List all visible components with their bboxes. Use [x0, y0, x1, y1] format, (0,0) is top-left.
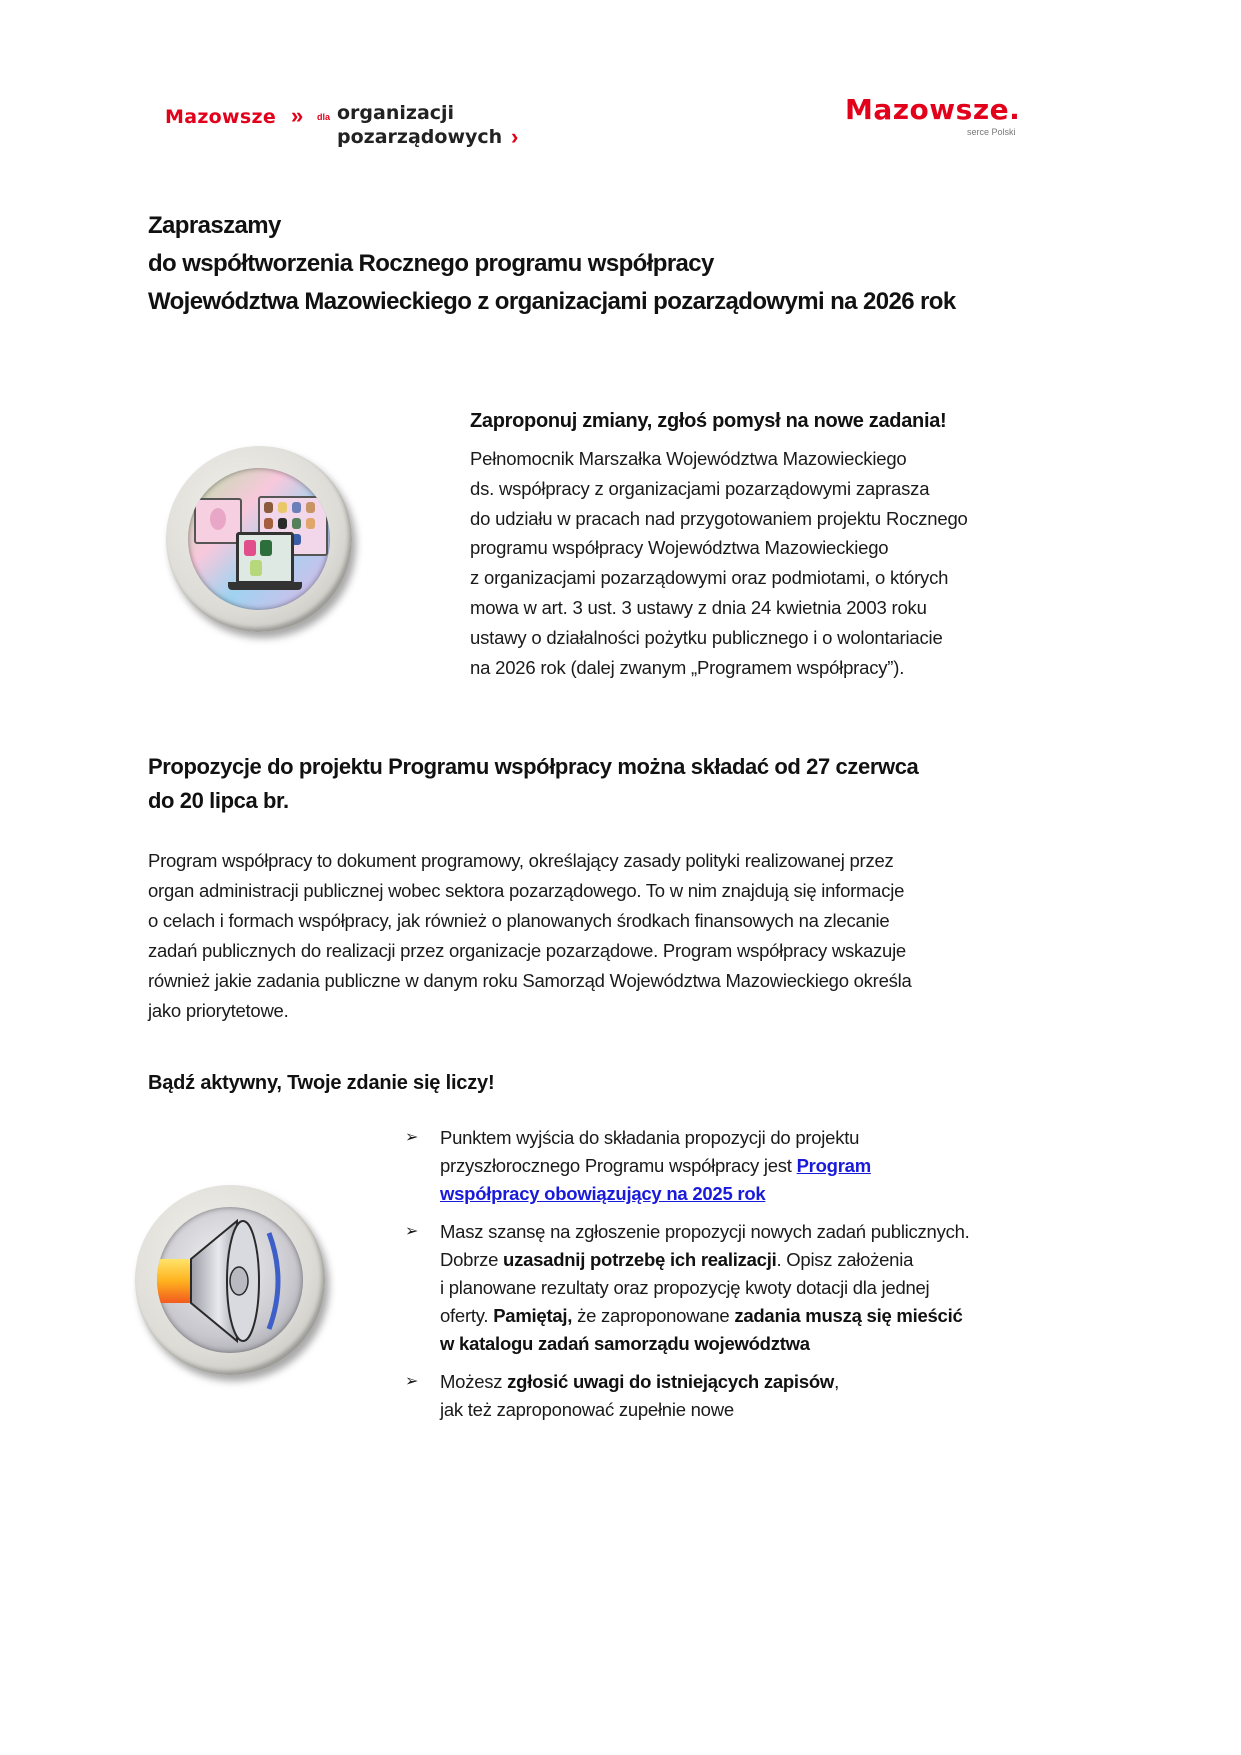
intro-line: ds. współpracy z organizacjami pozarządowymi zaprasza: [470, 477, 930, 499]
description-line: jako priorytetowe.: [148, 1000, 289, 1021]
mazowsze-logo: [845, 93, 1045, 143]
intro-section: [470, 406, 1080, 682]
bullet-text: Możesz: [440, 1371, 508, 1392]
intro-line: ustawy o działalności pożytku publicznego i o wolontariacie: [470, 626, 943, 648]
program-2025-link[interactable]: współpracy obowiązujący na 2025 rok: [440, 1183, 766, 1204]
logo-small-text: dla: [317, 112, 331, 122]
video-conference-icon: [166, 446, 352, 632]
bullet-emphasis: zadania muszą się mieścić: [734, 1305, 963, 1326]
speaker-icon: [135, 1185, 325, 1375]
description-line: organ administracji publicznej wobec sektora pozarządowego. To w nim znajdują się informacje: [148, 880, 905, 901]
arrow-bullet-icon: ➢: [405, 1129, 419, 1146]
title-line: Zapraszamy: [148, 212, 281, 239]
deadline-line: Propozycje do projektu Programu współpracy można składać od 27 czerwca: [148, 754, 919, 779]
bullet-text: i planowane rezultaty oraz propozycję kwoty dotacji dla jednej: [440, 1277, 930, 1298]
bullet-emphasis: zgłosić uwagi do istniejących zapisów: [507, 1371, 835, 1392]
list-item: [405, 1124, 1105, 1208]
logo-line-2: pozarządowych: [337, 126, 503, 148]
title-line: do współtworzenia Rocznego programu współpracy: [148, 250, 714, 277]
bullet-text: że zaproponowane: [572, 1305, 735, 1326]
arrow-bullet-icon: ➢: [405, 1373, 419, 1390]
description-line: Program współpracy to dokument programowy, określający zasady polityki realizowanej przez: [148, 850, 894, 871]
bullet-text: Masz szansę na zgłoszenie propozycji nowych zadań publicznych.: [440, 1221, 970, 1242]
logo-brand-text: Mazowsze: [165, 106, 277, 128]
loudspeaker-icon: [157, 1207, 303, 1353]
bullet-text: Punktem wyjścia do składania propozycji do projektu: [440, 1127, 860, 1148]
chevron-right-icon: ›: [511, 124, 519, 149]
intro-line: mowa w art. 3 ust. 3 ustawy z dnia 24 kwietnia 2003 roku: [470, 596, 927, 618]
intro-line: Pełnomocnik Marszałka Województwa Mazowieckiego: [470, 448, 907, 469]
program-2025-link[interactable]: Program: [796, 1155, 871, 1176]
logo-brand-text: Mazowsze.: [845, 93, 1021, 126]
bullet-text: przyszłorocznego Programu współpracy jest: [440, 1155, 797, 1176]
page-title: [148, 207, 956, 321]
list-item: [405, 1218, 1105, 1358]
deadline-line: do 20 lipca br.: [148, 788, 289, 813]
title-line: Województwa Mazowieckiego z organizacjami pozarządowymi na 2026 rok: [148, 288, 956, 315]
description-line: zadań publicznych do realizacji przez organizacje pozarządowe. Program współpracy wskazuje: [148, 940, 906, 961]
intro-line: z organizacjami pozarządowymi oraz podmiotami, o których: [470, 567, 949, 589]
bullet-text: oferty.: [440, 1305, 494, 1326]
logo-line-1: organizacji: [337, 102, 455, 124]
description-line: również jakie zadania publiczne w danym roku Samorząd Województwa Mazowieckiego określa: [148, 970, 912, 991]
double-chevron-icon: »: [291, 103, 299, 128]
deadline-heading: [148, 750, 1108, 818]
logo-tagline: serce Polski: [967, 127, 1016, 137]
list-item: [405, 1368, 1105, 1424]
intro-line: programu współpracy Województwa Mazowieckiego: [470, 537, 889, 559]
bullet-text: . Opisz założenia: [776, 1249, 914, 1270]
bullet-text: jak też zaproponować zupełnie nowe: [440, 1399, 734, 1420]
intro-line: na 2026 rok (dalej zwanym „Programem współpracy”).: [470, 656, 905, 678]
arrow-bullet-icon: ➢: [405, 1223, 419, 1240]
cta-bullet-list: [405, 1124, 1105, 1434]
intro-line: do udziału w pracach nad przygotowaniem projektu Rocznego: [470, 507, 968, 529]
bullet-emphasis: Pamiętaj,: [493, 1305, 573, 1326]
intro-paragraph: [470, 444, 1080, 682]
description-paragraph: [148, 846, 1108, 1026]
intro-heading: Zaproponuj zmiany, zgłoś pomysł na nowe zadania!: [470, 410, 947, 432]
bullet-text: Dobrze: [440, 1249, 504, 1270]
cta-heading: Bądź aktywny, Twoje zdanie się liczy!: [148, 1072, 495, 1094]
description-line: o celach i formach współpracy, jak również o planowanych środkach finansowych na zlecanie: [148, 910, 890, 931]
bullet-emphasis: w katalogu zadań samorządu województwa: [440, 1333, 810, 1354]
bullet-emphasis: uzasadnij potrzebę ich realizacji: [503, 1249, 777, 1270]
bullet-text: ,: [834, 1371, 839, 1392]
